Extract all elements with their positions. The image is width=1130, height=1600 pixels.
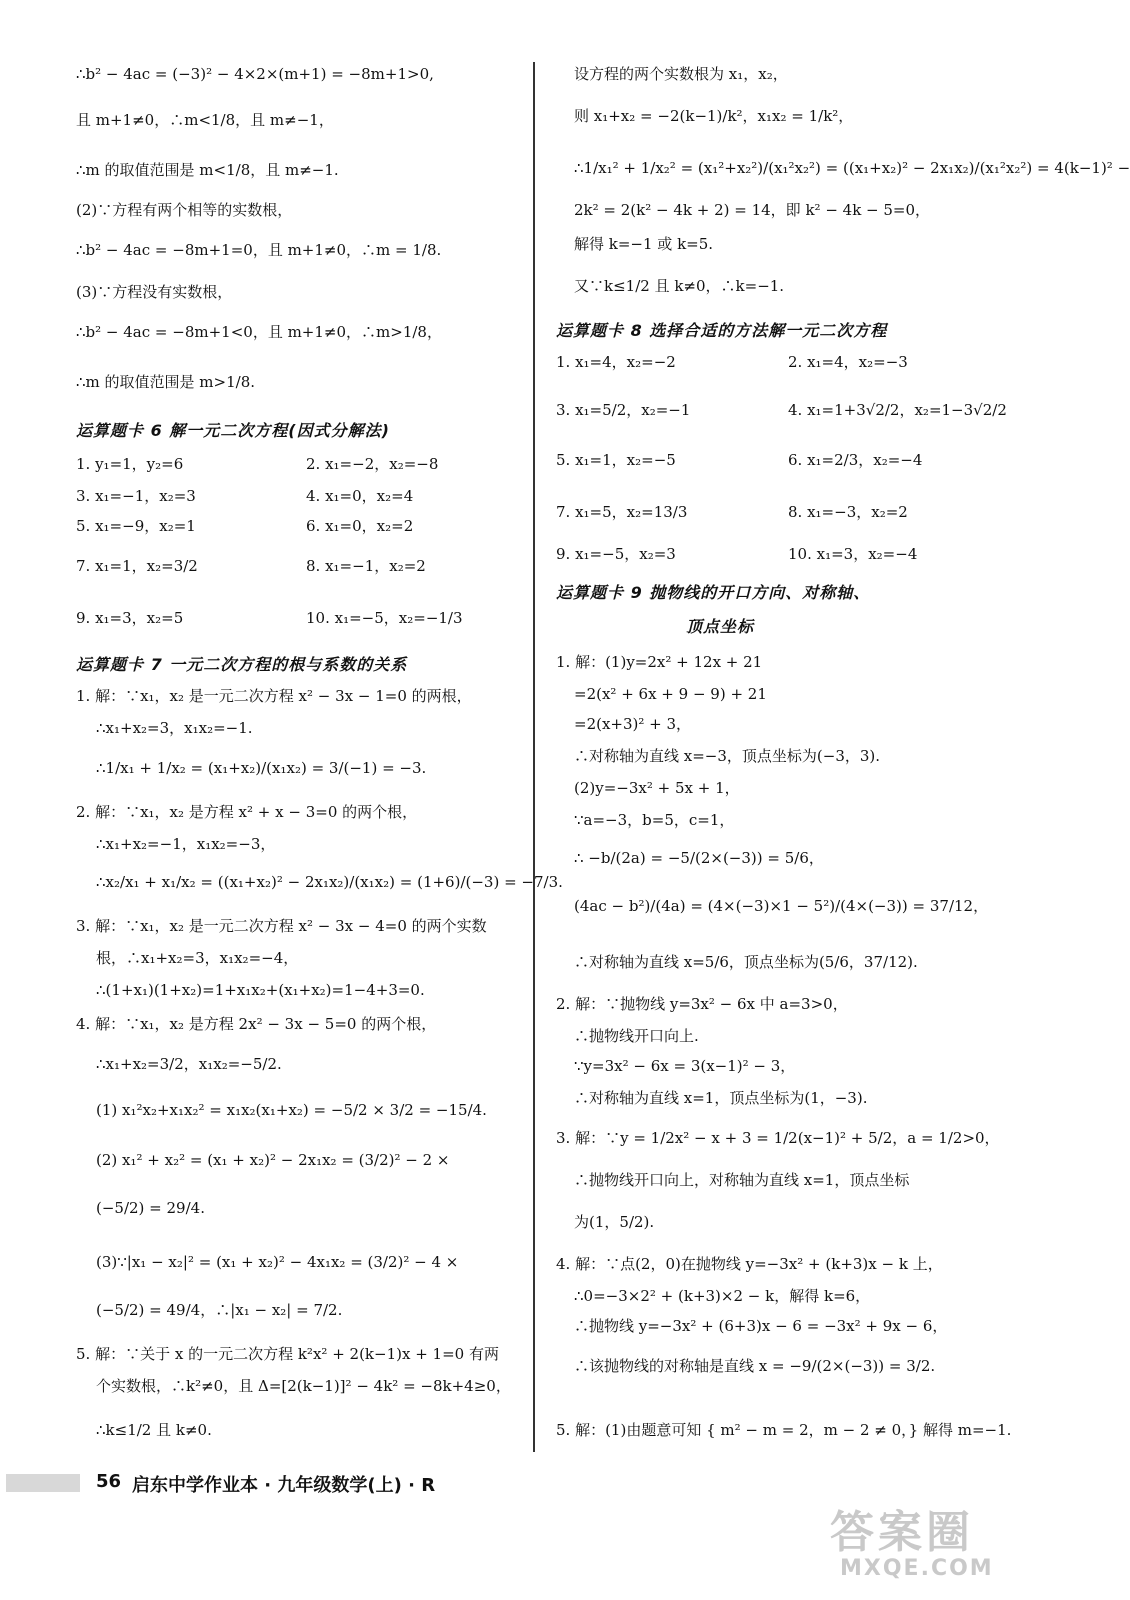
section-heading: 运算题卡 8 选择合适的方法解一元二次方程 xyxy=(556,321,888,340)
text-line: 9. x₁=−5，x₂=3 xyxy=(556,545,676,563)
text-line: 8. x₁=−1，x₂=2 xyxy=(306,557,426,575)
text-line: 2. x₁=−2，x₂=−8 xyxy=(306,455,439,473)
text-line: ∴x₂/x₁ + x₁/x₂ = ((x₁+x₂)² − 2x₁x₂)/(x₁x₂) = (1+6)/(−3) = −7/3. xyxy=(96,873,563,891)
text-line: 个实数根，∴k²≠0，且 Δ=[2(k−1)]² − 4k² = −8k+4≥0， xyxy=(96,1377,511,1395)
text-line: 3. 解：∵y = 1/2x² − x + 3 = 1/2(x−1)² + 5/2，a = 1/2>0， xyxy=(556,1129,1000,1147)
text-line: 1. 解：(1)y=2x² + 12x + 21 xyxy=(556,653,763,671)
page-footer xyxy=(0,1468,1034,1498)
text-line: ∴m 的取值范围是 m<1/8，且 m≠−1. xyxy=(76,161,339,179)
text-line: ∴0=−3×2² + (k+3)×2 − k，解得 k=6， xyxy=(574,1287,871,1305)
text-line: (4ac − b²)/(4a) = (4×(−3)×1 − 5²)/(4×(−3)) = 37/12， xyxy=(574,897,989,915)
text-line: 2. 解：∵x₁，x₂ 是方程 x² + x − 3=0 的两个根， xyxy=(76,803,418,821)
book-title: 启东中学作业本 · 九年级数学(上) · R xyxy=(132,1475,436,1496)
section-heading: 运算题卡 6 解一元二次方程(因式分解法) xyxy=(76,421,390,440)
text-line: (−5/2) = 29/4. xyxy=(96,1199,205,1217)
text-line: 且 m+1≠0，∴m<1/8，且 m≠−1， xyxy=(76,111,334,129)
text-line: ∴b² − 4ac = −8m+1=0，且 m+1≠0，∴m = 1/8. xyxy=(76,241,442,259)
text-line: (1) x₁²x₂+x₁x₂² = x₁x₂(x₁+x₂) = −5/2 × 3/2 = −15/4. xyxy=(96,1101,487,1119)
text-line: ∴ −b/(2a) = −5/(2×(−3)) = 5/6， xyxy=(574,849,824,867)
text-line: ∴该抛物线的对称轴是直线 x = −9/(2×(−3)) = 3/2. xyxy=(574,1357,936,1375)
text-line: 4. x₁=0，x₂=4 xyxy=(306,487,414,505)
text-line: ∴m 的取值范围是 m>1/8. xyxy=(76,373,256,391)
text-line: 3. x₁=5/2，x₂=−1 xyxy=(556,401,691,419)
text-line: (3)∵方程没有实数根， xyxy=(76,283,233,301)
text-line: ∴(1+x₁)(1+x₂)=1+x₁x₂+(x₁+x₂)=1−4+3=0. xyxy=(96,981,425,999)
text-line: 10. x₁=−5，x₂=−1/3 xyxy=(306,609,463,627)
text-line: (2) x₁² + x₂² = (x₁ + x₂)² − 2x₁x₂ = (3/2)² − 2 × xyxy=(96,1151,450,1169)
text-line: (2)y=−3x² + 5x + 1， xyxy=(574,779,740,797)
text-line: ∴1/x₁² + 1/x₂² = (x₁²+x₂²)/(x₁²x₂²) = ((x₁+x₂)² − 2x₁x₂)/(x₁²x₂²) = 4(k−1)² − xyxy=(574,159,1130,177)
text-line: 4. 解：∵x₁，x₂ 是方程 2x² − 3x − 5=0 的两个根， xyxy=(76,1015,437,1033)
text-line: =2(x² + 6x + 9 − 9) + 21 xyxy=(574,685,767,703)
text-line: 3. x₁=−1，x₂=3 xyxy=(76,487,196,505)
section-heading: 顶点坐标 xyxy=(686,617,755,636)
section-heading: 运算题卡 9 抛物线的开口方向、对称轴、 xyxy=(556,583,871,602)
text-line: ∴x₁+x₂=3/2，x₁x₂=−5/2. xyxy=(96,1055,282,1073)
text-line: 设方程的两个实数根为 x₁，x₂， xyxy=(574,65,788,83)
text-line: 10. x₁=3，x₂=−4 xyxy=(788,545,918,563)
watermark xyxy=(816,1496,1016,1590)
text-line: ∵a=−3，b=5，c=1， xyxy=(574,811,735,829)
text-line: 解得 k=−1 或 k=5. xyxy=(574,235,714,253)
text-line: 4. x₁=1+3√2/2，x₂=1−3√2/2 xyxy=(788,401,1007,419)
text-line: (2)∵方程有两个相等的实数根， xyxy=(76,201,293,219)
text-line: ∴x₁+x₂=3，x₁x₂=−1. xyxy=(96,719,253,737)
watermark-logo: 答案圈 xyxy=(830,1507,974,1558)
text-line: 1. 解：∵x₁，x₂ 是一元二次方程 x² − 3x − 1=0 的两根， xyxy=(76,687,472,705)
text-line: ∴b² − 4ac = −8m+1<0，且 m+1≠0，∴m>1/8， xyxy=(76,323,442,341)
text-line: 8. x₁=−3，x₂=2 xyxy=(788,503,908,521)
text-line: ∴抛物线 y=−3x² + (6+3)x − 6 = −3x² + 9x − 6， xyxy=(574,1317,948,1335)
footer-bar xyxy=(6,1474,80,1492)
text-line: 则 x₁+x₂ = −2(k−1)/k²，x₁x₂ = 1/k²， xyxy=(574,107,854,125)
text-line: =2(x+3)² + 3， xyxy=(574,715,692,733)
text-line: 1. y₁=1，y₂=6 xyxy=(76,455,184,473)
text-line: 7. x₁=5，x₂=13/3 xyxy=(556,503,688,521)
text-line: ∴x₁+x₂=−1，x₁x₂=−3， xyxy=(96,835,276,853)
text-line: 5. x₁=1，x₂=−5 xyxy=(556,451,676,469)
text-line: ∴抛物线开口向上，对称轴为直线 x=1，顶点坐标 xyxy=(574,1171,910,1189)
text-line: (3)∵|x₁ − x₂|² = (x₁ + x₂)² − 4x₁x₂ = (3/2)² − 4 × xyxy=(96,1253,459,1271)
text-line: ∴抛物线开口向上. xyxy=(574,1027,699,1045)
text-line: 4. 解：∵点(2，0)在抛物线 y=−3x² + (k+3)x − k 上， xyxy=(556,1255,943,1273)
text-line: 根，∴x₁+x₂=3，x₁x₂=−4， xyxy=(96,949,299,967)
text-line: 6. x₁=2/3，x₂=−4 xyxy=(788,451,923,469)
text-line: ∴对称轴为直线 x=−3，顶点坐标为(−3，3). xyxy=(574,747,881,765)
text-line: 5. x₁=−9，x₂=1 xyxy=(76,517,196,535)
text-line: (−5/2) = 49/4，∴|x₁ − x₂| = 7/2. xyxy=(96,1301,343,1319)
text-line: ∴对称轴为直线 x=1，顶点坐标为(1，−3). xyxy=(574,1089,868,1107)
text-line: 2. 解：∵抛物线 y=3x² − 6x 中 a=3>0， xyxy=(556,995,848,1013)
section-heading: 运算题卡 7 一元二次方程的根与系数的关系 xyxy=(76,655,408,674)
text-line: 3. 解：∵x₁，x₂ 是一元二次方程 x² − 3x − 4=0 的两个实数 xyxy=(76,917,487,935)
text-line: 为(1，5/2). xyxy=(574,1213,655,1231)
text-line: 2k² = 2(k² − 4k + 2) = 14，即 k² − 4k − 5=0， xyxy=(574,201,931,219)
text-line: 9. x₁=3，x₂=5 xyxy=(76,609,184,627)
page-number: 56 xyxy=(96,1471,122,1492)
text-line: 2. x₁=4，x₂=−3 xyxy=(788,353,908,371)
column-divider xyxy=(533,62,535,1452)
text-line: ∴1/x₁ + 1/x₂ = (x₁+x₂)/(x₁x₂) = 3/(−1) = −3. xyxy=(96,759,427,777)
text-line: ∴对称轴为直线 x=5/6，顶点坐标为(5/6，37/12). xyxy=(574,953,918,971)
text-line: 6. x₁=0，x₂=2 xyxy=(306,517,414,535)
text-line: ∴b² − 4ac = (−3)² − 4×2×(m+1) = −8m+1>0, xyxy=(76,65,434,83)
text-line: 5. 解：(1)由题意可知 { m² − m = 2，m − 2 ≠ 0，} 解得 m=−1. xyxy=(556,1421,1012,1439)
text-line: 1. x₁=4，x₂=−2 xyxy=(556,353,676,371)
text-line: 7. x₁=1，x₂=3/2 xyxy=(76,557,198,575)
watermark-url: MXQE.COM xyxy=(840,1556,994,1581)
text-line: 又∵k≤1/2 且 k≠0，∴k=−1. xyxy=(574,277,785,295)
text-line: 5. 解：∵关于 x 的一元二次方程 k²x² + 2(k−1)x + 1=0 有两 xyxy=(76,1345,499,1363)
text-line: ∵y=3x² − 6x = 3(x−1)² − 3， xyxy=(574,1057,796,1075)
text-line: ∴k≤1/2 且 k≠0. xyxy=(96,1421,212,1439)
